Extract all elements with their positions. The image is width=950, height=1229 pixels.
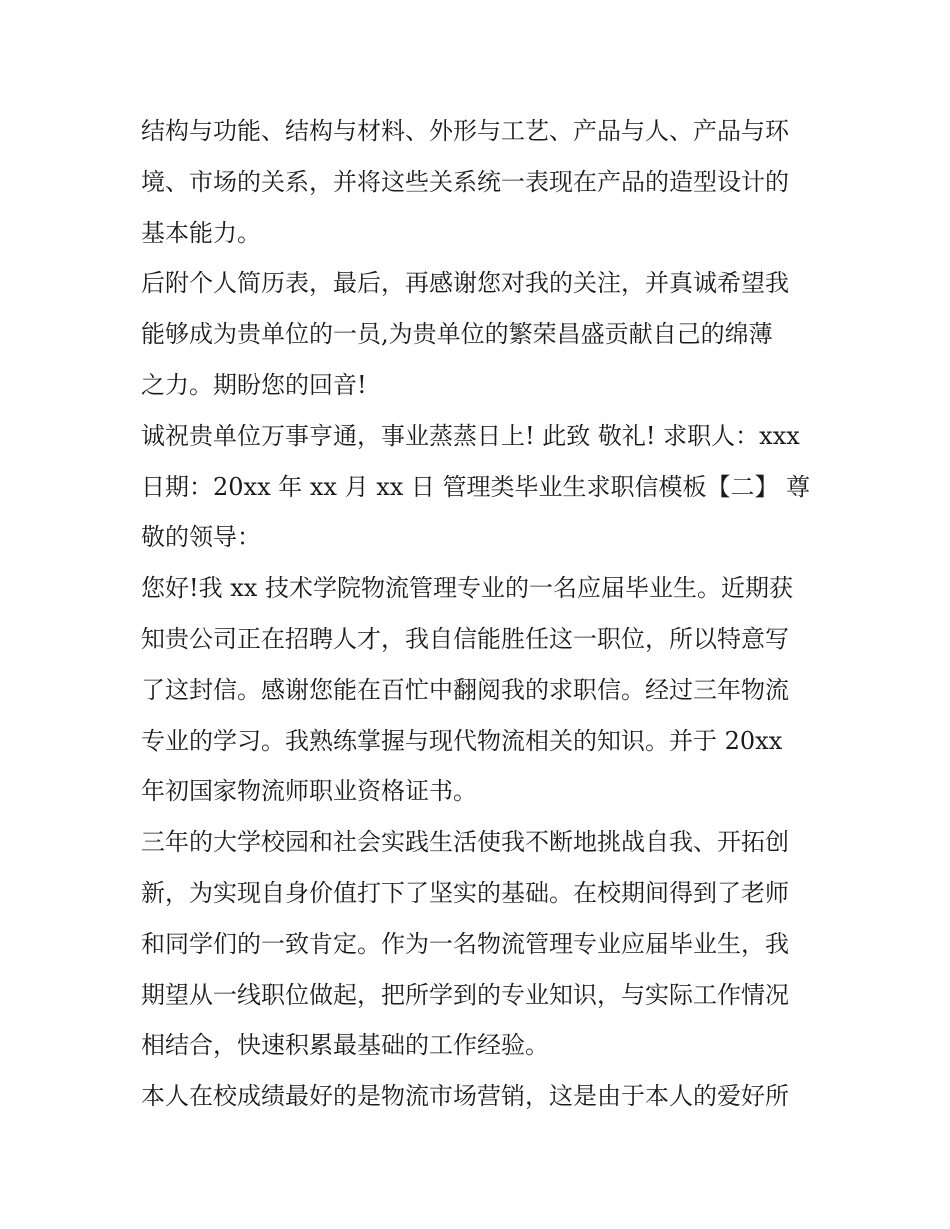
text-line: 知贵公司正在招聘人才，我自信能胜任这一职位，所以特意写 [141,624,789,653]
text-line: 年初国家物流师职业资格证书。 [141,777,477,806]
text-line: 后附个人简历表，最后，再感谢您对我的关注，并真诚希望我 [141,269,789,298]
text-line: 境、市场的关系，并将这些关系统一表现在产品的造型设计的 [141,167,789,196]
text-line: 三年的大学校园和社会实践生活使我不断地挑战自我、开拓创 [141,828,789,857]
text-line: 基本能力。 [141,218,261,247]
text-line: 敬的领导： [141,523,261,552]
text-line: 了这封信。感谢您能在百忙中翻阅我的求职信。经过三年物流 [141,675,789,704]
text-line: 期望从一线职位做起，把所学到的专业知识，与实际工作情况 [141,980,789,1009]
text-line: 诚祝贵单位万事亨通，事业蒸蒸日上! 此致 敬礼! 求职人：xxx [141,421,800,450]
text-line: 和同学们的一致肯定。作为一名物流管理专业应届毕业生，我 [141,929,789,958]
text-line: 新，为实现自身价值打下了坚实的基础。在校期间得到了老师 [141,878,789,907]
text-line: 专业的学习。我熟练掌握与现代物流相关的知识。并于 20xx [141,726,783,755]
text-line: 能够成为贵单位的一员,为贵单位的繁荣昌盛贡献自己的绵薄 [141,320,773,349]
text-line: 之力。期盼您的回音! [141,370,367,399]
text-line: 相结合，快速积累最基础的工作经验。 [141,1031,549,1060]
body-text [141,106,816,1122]
text-line: 结构与功能、结构与材料、外形与工艺、产品与人、产品与环 [141,117,789,145]
text-line: 您好!我 xx 技术学院物流管理专业的一名应届毕业生。近期获 [141,574,793,603]
text-line: 日期：20xx 年 xx 月 xx 日 管理类毕业生求职信模板【二】 尊 [141,472,811,501]
text-line: 本人在校成绩最好的是物流市场营销，这是由于本人的爱好所 [141,1082,789,1111]
